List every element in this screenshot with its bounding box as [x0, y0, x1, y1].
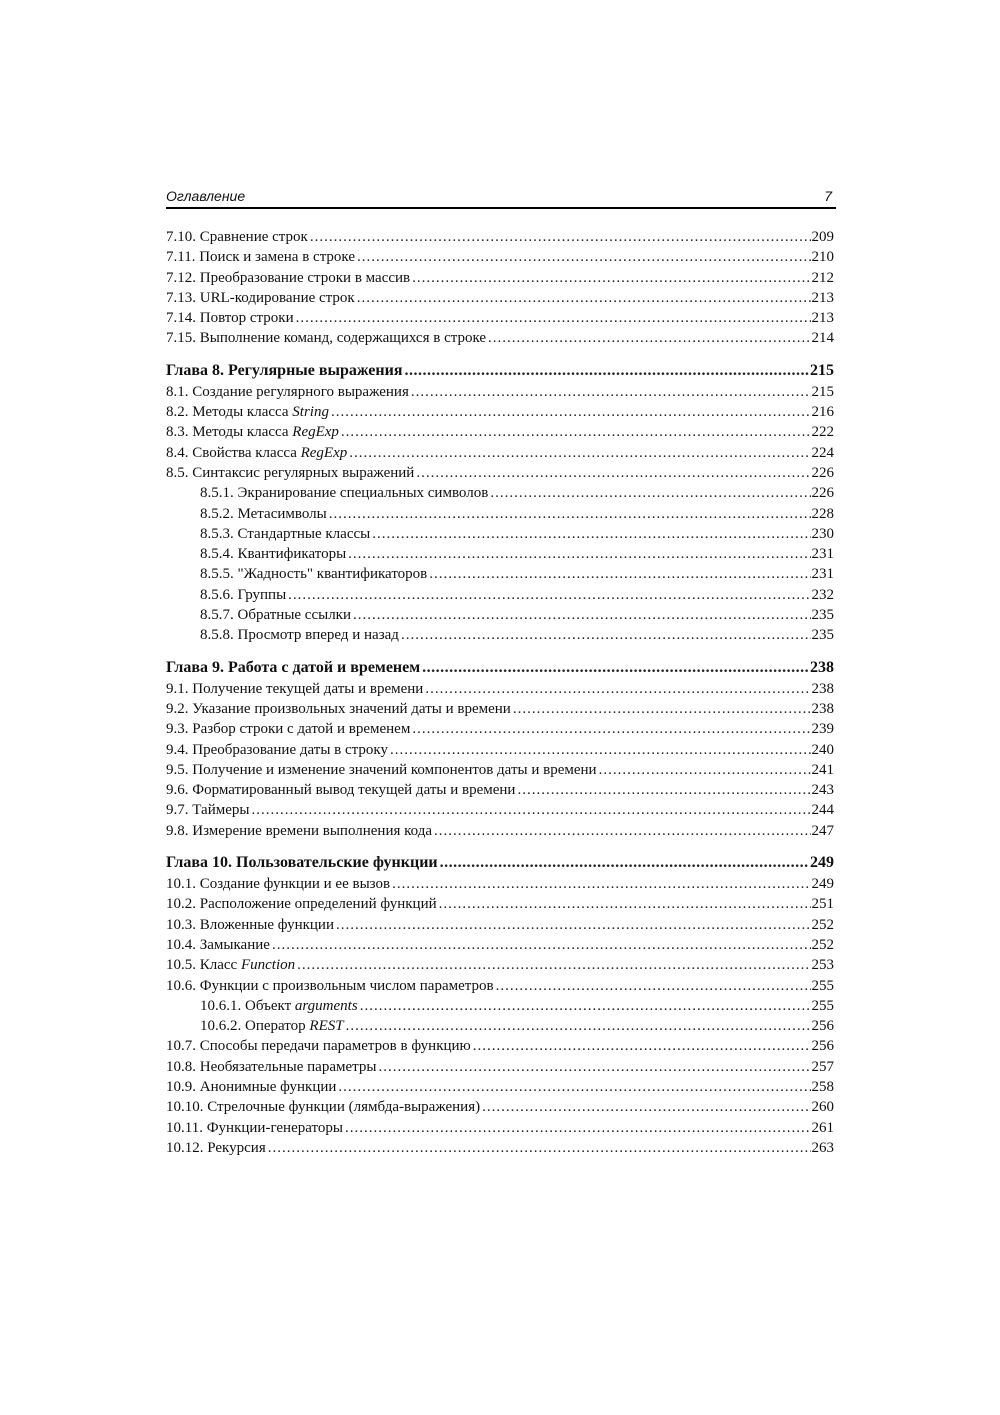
entry-label [166, 268, 412, 288]
entry-page-number: 252 [811, 916, 834, 933]
entry-number: 8.3. [166, 424, 189, 441]
entry-title: Повтор строки [199, 310, 294, 327]
entry-number: 9.8. [166, 822, 189, 839]
entry-title: Работа с датой и временем [228, 658, 421, 676]
entry-title-italic: RegExp [292, 424, 339, 441]
entry-title: Свойства класса [192, 444, 301, 461]
toc-section-entry[interactable] [166, 780, 834, 800]
entry-page-number: 239 [811, 721, 834, 738]
entry-title: Объект [245, 997, 295, 1014]
dot-leader [346, 1016, 811, 1036]
entry-label [166, 328, 488, 348]
dot-leader [440, 852, 809, 874]
entry-label [166, 382, 411, 402]
entry-label [166, 740, 390, 760]
entry-page-number: 222 [811, 424, 834, 441]
entry-page-number: 235 [811, 627, 834, 644]
entry-label [166, 894, 439, 914]
toc-section-entry[interactable] [166, 247, 834, 267]
entry-number: 10.1. [166, 876, 196, 893]
toc-section-entry[interactable] [166, 308, 834, 328]
entry-number: 9.4. [166, 741, 189, 758]
dot-leader [336, 915, 811, 935]
dot-leader [390, 740, 811, 760]
dot-leader [357, 288, 811, 308]
entry-page-number: 224 [811, 444, 834, 461]
entry-title: Рекурсия [207, 1139, 266, 1156]
entry-label [166, 657, 422, 679]
toc-section-entry[interactable] [166, 227, 834, 247]
entry-number: 8.5.1. [200, 485, 234, 502]
entry-title: Расположение определений функций [199, 896, 437, 913]
entry-page-number: 251 [811, 896, 834, 913]
entry-title-italic: Function [240, 957, 296, 974]
entry-title-italic: arguments [294, 997, 358, 1014]
entry-label [166, 915, 336, 935]
toc-subsection-entry[interactable] [166, 625, 834, 645]
dot-leader [422, 657, 809, 679]
entry-title: Получение текущей даты и времени [192, 680, 424, 697]
entry-label [166, 955, 297, 975]
dot-leader [310, 227, 811, 247]
entry-label [166, 699, 513, 719]
entry-page-number: 230 [811, 525, 834, 542]
toc-chapter-entry[interactable] [166, 852, 834, 874]
entry-number: 10.5. [166, 957, 196, 974]
entry-title: "Жадность" квантификаторов [237, 566, 428, 583]
dot-leader [401, 625, 811, 645]
entry-number: 8.5.8. [200, 627, 234, 644]
entry-label [166, 227, 310, 247]
entry-label [166, 360, 405, 382]
entry-page-number: 231 [811, 546, 834, 563]
entry-title: URL-кодирование строк [199, 289, 355, 306]
entry-title: Поиск и замена в строке [199, 249, 356, 266]
entry-number: 9.7. [166, 802, 189, 819]
entry-number: 7.11. [166, 249, 196, 266]
entry-label [200, 585, 288, 605]
entry-number: 10.10. [166, 1099, 204, 1116]
entry-title: Обратные ссылки [237, 607, 351, 624]
toc-section-entry[interactable] [166, 1057, 834, 1077]
toc-subsection-entry[interactable] [166, 524, 834, 544]
entry-title: Методы класса [192, 404, 293, 421]
entry-title: Разбор строки с датой и временем [192, 721, 411, 738]
entry-number: 9.1. [166, 680, 189, 697]
entry-label [166, 1097, 482, 1117]
entry-label [166, 874, 392, 894]
toc-section-entry[interactable] [166, 1138, 834, 1158]
entry-label [166, 1077, 338, 1097]
entry-title: Метасимволы [237, 505, 327, 522]
toc-section-entry[interactable] [166, 328, 834, 348]
toc-section-entry[interactable] [166, 821, 834, 841]
dot-leader [425, 679, 810, 699]
entry-title: Сравнение строк [199, 229, 308, 245]
toc-section-entry[interactable] [166, 1077, 834, 1097]
toc-section-entry[interactable] [166, 288, 834, 308]
entry-title: Преобразование строки в массив [199, 269, 411, 286]
dot-leader [439, 894, 811, 914]
entry-title: Группы [237, 586, 287, 603]
entry-number: 8.1. [166, 383, 189, 400]
entry-title: Замыкание [199, 936, 270, 953]
entry-page-number: 213 [811, 310, 834, 327]
dot-leader [349, 443, 810, 463]
toc-subsection-entry[interactable] [166, 504, 834, 524]
dot-leader [353, 605, 811, 625]
entry-title: Экранирование специальных символов [237, 485, 489, 502]
running-header [166, 187, 836, 209]
entry-number: 10.6.1. [200, 997, 242, 1014]
entry-title: Стандартные классы [237, 525, 371, 542]
entry-title: Квантификаторы [237, 546, 347, 563]
entry-number: 8.5.7. [200, 607, 234, 624]
entry-title: Необязательные параметры [199, 1058, 377, 1075]
toc-section-entry[interactable] [166, 422, 834, 442]
toc-section-entry[interactable] [166, 268, 834, 288]
toc-subsection-entry[interactable] [166, 605, 834, 625]
entry-page-number: 215 [810, 361, 834, 379]
entry-page-number: 238 [810, 658, 834, 676]
dot-leader [378, 1057, 810, 1077]
entry-page-number: 249 [810, 854, 834, 872]
toc-subsection-entry[interactable] [166, 483, 834, 503]
dot-leader [251, 800, 810, 820]
entry-title: Форматированный вывод текущей даты и времени [192, 782, 516, 799]
entry-title: Пользовательские функции [236, 854, 438, 872]
entry-title: Преобразование даты в строку [192, 741, 388, 758]
toc-subsection-entry[interactable] [166, 585, 834, 605]
entry-page-number: 244 [811, 802, 834, 819]
entry-title: Методы класса [192, 424, 293, 441]
entry-title-italic: REST [309, 1018, 344, 1035]
toc-section-entry[interactable] [166, 915, 834, 935]
entry-page-number: 260 [811, 1099, 834, 1116]
entry-number: 7.12. [166, 269, 196, 286]
entry-title: Оператор [245, 1018, 310, 1035]
entry-page-number: 261 [811, 1119, 834, 1136]
entry-number: 9.5. [166, 761, 189, 778]
entry-title-italic: String [292, 404, 329, 421]
toc-section-entry[interactable] [166, 740, 834, 760]
entry-number: 8.5.3. [200, 525, 234, 542]
entry-title: Синтаксис регулярных выражений [192, 464, 415, 481]
entry-number: 10.9. [166, 1078, 196, 1095]
toc-section-entry[interactable] [166, 955, 834, 975]
entry-label [166, 719, 412, 739]
entry-page-number: 215 [811, 383, 834, 400]
toc-section-entry[interactable] [166, 463, 834, 483]
entry-title: Выполнение команд, содержащихся в строке [199, 330, 487, 347]
toc-subsection-entry[interactable] [166, 996, 834, 1016]
entry-page-number: 210 [811, 249, 834, 266]
dot-leader [288, 585, 810, 605]
toc-section-entry[interactable] [166, 402, 834, 422]
entry-label [166, 247, 357, 267]
dot-leader [329, 504, 811, 524]
entry-label [166, 821, 434, 841]
entry-label [200, 564, 429, 584]
entry-page-number: 255 [811, 977, 834, 994]
dot-leader [496, 976, 811, 996]
entry-page-number: 263 [811, 1139, 834, 1156]
dot-leader [482, 1097, 810, 1117]
dot-leader [411, 382, 811, 402]
entry-label [200, 483, 490, 503]
entry-title: Создание функции и ее вызов [199, 876, 391, 893]
toc-section-entry[interactable] [166, 382, 834, 402]
toc-section-entry[interactable] [166, 760, 834, 780]
entry-number: 8.5.5. [200, 566, 234, 583]
toc-chapter-entry[interactable] [166, 657, 834, 679]
entry-label [166, 1036, 473, 1056]
entry-title: Способы передачи параметров в функцию [199, 1038, 471, 1055]
dot-leader [473, 1036, 811, 1056]
entry-page-number: 247 [811, 822, 834, 839]
toc-section-entry[interactable] [166, 935, 834, 955]
entry-number: 8.5.2. [200, 505, 234, 522]
entry-label [166, 780, 517, 800]
entry-label [200, 524, 372, 544]
entry-number: Глава 10. [166, 854, 232, 872]
entry-number: 10.3. [166, 916, 196, 933]
entry-number: 10.4. [166, 936, 196, 953]
entry-label [200, 996, 360, 1016]
header-page-number: 7 [824, 188, 832, 204]
toc-subsection-entry[interactable] [166, 564, 834, 584]
entry-label [166, 976, 496, 996]
dot-leader [345, 1118, 811, 1138]
dot-leader [372, 524, 810, 544]
entry-number: 8.2. [166, 404, 189, 421]
entry-number: 7.15. [166, 330, 196, 347]
dot-leader [392, 874, 810, 894]
dot-leader [412, 268, 810, 288]
toc-section-entry[interactable] [166, 1118, 834, 1138]
entry-title: Анонимные функции [199, 1078, 337, 1095]
dot-leader [360, 996, 811, 1016]
entry-number: 8.5.6. [200, 586, 234, 603]
entry-page-number: 226 [811, 485, 834, 502]
entry-page-number: 256 [811, 1018, 834, 1035]
dot-leader [296, 308, 811, 328]
entry-title: Создание регулярного выражения [192, 383, 409, 400]
entry-page-number: 256 [811, 1038, 834, 1055]
entry-number: 10.2. [166, 896, 196, 913]
entry-page-number: 216 [811, 404, 834, 421]
entry-page-number: 214 [811, 330, 834, 347]
entry-title: Функции с произвольным числом параметров [199, 977, 494, 994]
entry-label [166, 463, 416, 483]
entry-label [166, 1138, 268, 1158]
entry-number: 9.6. [166, 782, 189, 799]
dot-leader [599, 760, 811, 780]
toc-section-entry[interactable] [166, 719, 834, 739]
entry-title-italic: RegExp [300, 444, 348, 461]
dot-leader [357, 247, 810, 267]
dot-leader [297, 955, 810, 975]
entry-page-number: 255 [811, 997, 834, 1014]
entry-title: Класс [199, 957, 241, 974]
entry-label [166, 288, 357, 308]
entry-label [166, 1118, 345, 1138]
dot-leader [490, 483, 810, 503]
toc-section-entry[interactable] [166, 800, 834, 820]
entry-page-number: 238 [811, 680, 834, 697]
entry-page-number: 243 [811, 782, 834, 799]
entry-number: 7.10. [166, 229, 196, 245]
entry-label [200, 1016, 346, 1036]
entry-label [200, 504, 329, 524]
entry-number: 9.3. [166, 721, 189, 738]
entry-page-number: 226 [811, 464, 834, 481]
entry-title: Функции-генераторы [206, 1119, 343, 1136]
dot-leader [341, 422, 811, 442]
entry-title: Просмотр вперед и назад [237, 627, 399, 644]
entry-page-number: 252 [811, 936, 834, 953]
entry-number: 8.5. [166, 464, 189, 481]
dot-leader [331, 402, 811, 422]
entry-number: 8.5.4. [200, 546, 234, 563]
entry-page-number: 253 [811, 957, 834, 974]
entry-title: Стрелочные функции (лямбда-выражения) [207, 1099, 481, 1116]
entry-title: Измерение времени выполнения кода [192, 822, 433, 839]
entry-number: Глава 9. [166, 658, 224, 676]
entry-number: Глава 8. [166, 361, 224, 379]
entry-number: 10.6.2. [200, 1018, 242, 1035]
entry-page-number: 235 [811, 607, 834, 624]
dot-leader [513, 699, 811, 719]
toc-section-entry[interactable] [166, 1036, 834, 1056]
entry-number: 10.12. [166, 1139, 204, 1156]
entry-title: Указание произвольных значений даты и времени [192, 700, 511, 717]
dot-leader [268, 1138, 811, 1158]
entry-label [166, 443, 349, 463]
entry-page-number: 249 [811, 876, 834, 893]
entry-page-number: 241 [811, 761, 834, 778]
entry-label [166, 679, 425, 699]
entry-label [166, 308, 296, 328]
dot-leader [405, 360, 810, 382]
entry-title: Получение и изменение значений компонентов даты и времени [192, 761, 597, 778]
entry-label [200, 625, 401, 645]
entry-number: 7.13. [166, 289, 196, 306]
entry-number: 8.4. [166, 444, 189, 461]
toc-subsection-entry[interactable] [166, 544, 834, 564]
entry-title: Регулярные выражения [228, 361, 403, 379]
entry-page-number: 228 [811, 505, 834, 522]
toc-section-entry[interactable] [166, 1097, 834, 1117]
entry-label [166, 800, 251, 820]
toc-section-entry[interactable] [166, 874, 834, 894]
entry-number: 10.7. [166, 1038, 196, 1055]
entry-label [166, 760, 599, 780]
entry-page-number: 231 [811, 566, 834, 583]
entry-number: 7.14. [166, 310, 196, 327]
entry-label [166, 852, 440, 874]
entry-page-number: 209 [811, 229, 834, 245]
toc-section-entry[interactable] [166, 976, 834, 996]
dot-leader [517, 780, 810, 800]
entry-number: 10.11. [166, 1119, 203, 1136]
dot-leader [488, 328, 810, 348]
toc-chapter-entry[interactable] [166, 360, 834, 382]
dot-leader [412, 719, 810, 739]
entry-page-number: 257 [811, 1058, 834, 1075]
dot-leader [272, 935, 811, 955]
entry-label [166, 422, 341, 442]
entry-page-number: 238 [811, 700, 834, 717]
toc-section-entry[interactable] [166, 699, 834, 719]
header-title: Оглавление [166, 188, 246, 204]
toc-section-entry[interactable] [166, 443, 834, 463]
entry-title: Вложенные функции [199, 916, 334, 933]
entry-page-number: 232 [811, 586, 834, 603]
entry-number: 10.6. [166, 977, 196, 994]
dot-leader [429, 564, 810, 584]
toc-section-entry[interactable] [166, 679, 834, 699]
entry-number: 9.2. [166, 700, 189, 717]
entry-page-number: 212 [811, 269, 834, 286]
entry-label [200, 605, 353, 625]
entry-page-number: 258 [811, 1078, 834, 1095]
dot-leader [348, 544, 810, 564]
entry-page-number: 240 [811, 741, 834, 758]
entry-label [166, 935, 272, 955]
dot-leader [434, 821, 810, 841]
toc-subsection-entry[interactable] [166, 1016, 834, 1036]
dot-leader [338, 1077, 810, 1097]
entry-label [166, 1057, 378, 1077]
entry-number: 10.8. [166, 1058, 196, 1075]
dot-leader [416, 463, 810, 483]
entry-title: Таймеры [192, 802, 250, 819]
entry-label [166, 402, 331, 422]
toc-section-entry[interactable] [166, 894, 834, 914]
entry-label [200, 544, 348, 564]
table-of-contents [166, 227, 834, 1158]
entry-page-number: 213 [811, 289, 834, 306]
